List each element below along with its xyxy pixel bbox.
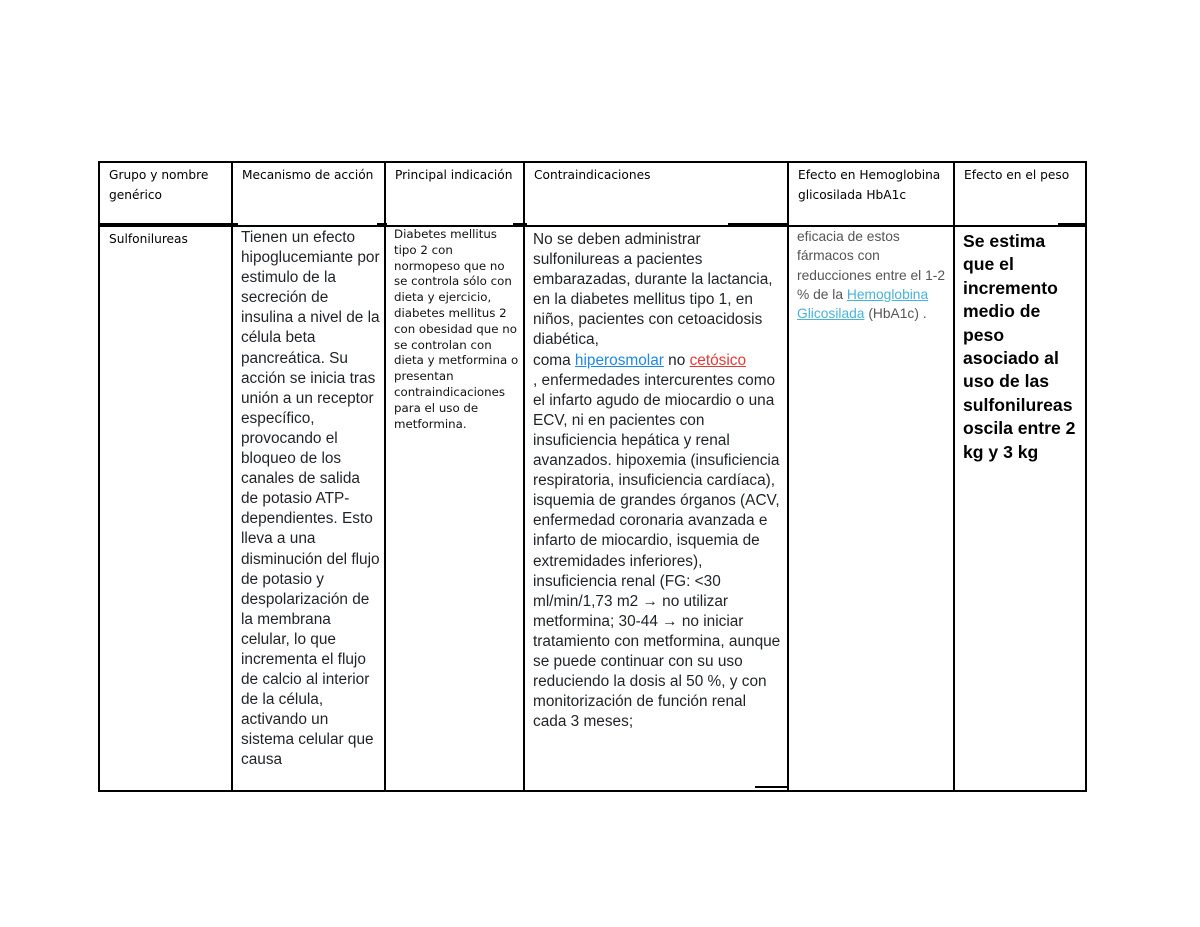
header-grupo: Grupo y nombre genérico: [109, 168, 209, 202]
grupo-text: Sulfonilureas: [109, 232, 188, 246]
rule-fragment: [513, 223, 527, 225]
hemoglobina-text: [789, 227, 953, 787]
contraindicaciones-text: [525, 227, 787, 790]
cell-grupo: [99, 226, 232, 791]
rule-fragment: [755, 786, 787, 788]
cell-mecanismo: [232, 226, 385, 791]
contra-no: no: [663, 351, 690, 369]
hb-part1: eficacia de estos fármacos con reducciones entre el 1-2 % de la: [797, 229, 946, 302]
contra-part1: No se deben administrar sulfonilureas a pacientes embarazadas, durante la lactancia, en la diabetes mellitus tipo 1, en niños, pacientes con cetoacidosis diabética,: [533, 231, 773, 349]
hemoglobina-glicosilada-link[interactable]: Hemoglobina Glicosilada: [797, 286, 929, 322]
header-indicacion: Principal indicación: [395, 168, 513, 182]
header-cell-hemoglobina: [788, 162, 954, 226]
rule-fragment: [377, 223, 387, 225]
peso-text: Se estima que el incremento medio de peso asociado al uso de las sulfonilureas oscila entre 2 kg y 3 kg: [963, 231, 1076, 462]
header-cell-mecanismo: [232, 162, 385, 226]
hb-part2: (HbA1c) .: [864, 306, 927, 322]
cell-peso: [954, 226, 1086, 791]
sulfonylurea-table: [98, 161, 1087, 792]
cetosico-link[interactable]: cetósico: [689, 351, 747, 369]
header-cell-indicacion: [385, 162, 524, 226]
rule-fragment: [728, 223, 788, 225]
cell-hemoglobina: [788, 226, 954, 791]
header-cell-grupo: [99, 162, 232, 226]
cell-indicacion: [385, 226, 524, 791]
hiperosmolar-link[interactable]: hiperosmolar: [574, 351, 664, 369]
header-cell-peso: [954, 162, 1086, 226]
header-contraindicaciones: Contraindicaciones: [534, 168, 651, 182]
rule-fragment: [230, 223, 238, 225]
mecanismo-text: Tienen un efecto hipoglucemiante por estimulo de la secreción de insulina a nivel de la célula beta pancreática. Su acción se inicia tras unión a un receptor específico, provocando el bloqueo de los canales de salida de potasio ATP-dependientes. Esto lleva a una disminución del flujo de potasio y despolarización de la membrana celular, lo que incrementa el flujo de calcio al interior de la célula, activando un sistema celular que causa: [241, 229, 380, 769]
header-mecanismo: Mecanismo de acción: [242, 168, 374, 182]
contra-part2: , enfermedades intercurentes como el infarto agudo de miocardio o una ECV, ni en pacientes con insuficiencia hepática y renal avanzados. hipoxemia (insuficiencia respiratoria, insuficiencia cardíaca), isquemia de grandes órganos (ACV, enfermedad coronaria avanzada e infarto de miocardio, isquemia de extremidades inferiores), insuficiencia renal (FG: <30 ml/min/1,73 m2 → no utilizar metformina; 30-44 → no iniciar tratamiento con metformina, aunque se puede continuar con su uso reduciendo la dosis al 50 %, y con monitorización de función renal cada 3 meses;: [533, 371, 781, 731]
indicacion-text: Diabetes mellitus tipo 2 con normopeso que no se controla sólo con dieta y ejercicio, diabetes mellitus 2 con obesidad que no se controlan con dieta y metformina o presentan contraindicaciones para el uso de metformina.: [394, 227, 519, 431]
contra-coma: coma: [533, 351, 575, 369]
cell-contraindicaciones: [524, 226, 788, 791]
rule-fragment: [1058, 223, 1085, 225]
table-row: [99, 226, 1086, 791]
header-peso: Efecto en el peso: [964, 168, 1070, 182]
header-hemoglobina: Efecto en Hemoglobina glicosilada HbA1c: [798, 168, 941, 202]
rule-fragment: [100, 223, 231, 225]
header-cell-contraindicaciones: [524, 162, 788, 226]
table-header-row: [99, 162, 1086, 226]
